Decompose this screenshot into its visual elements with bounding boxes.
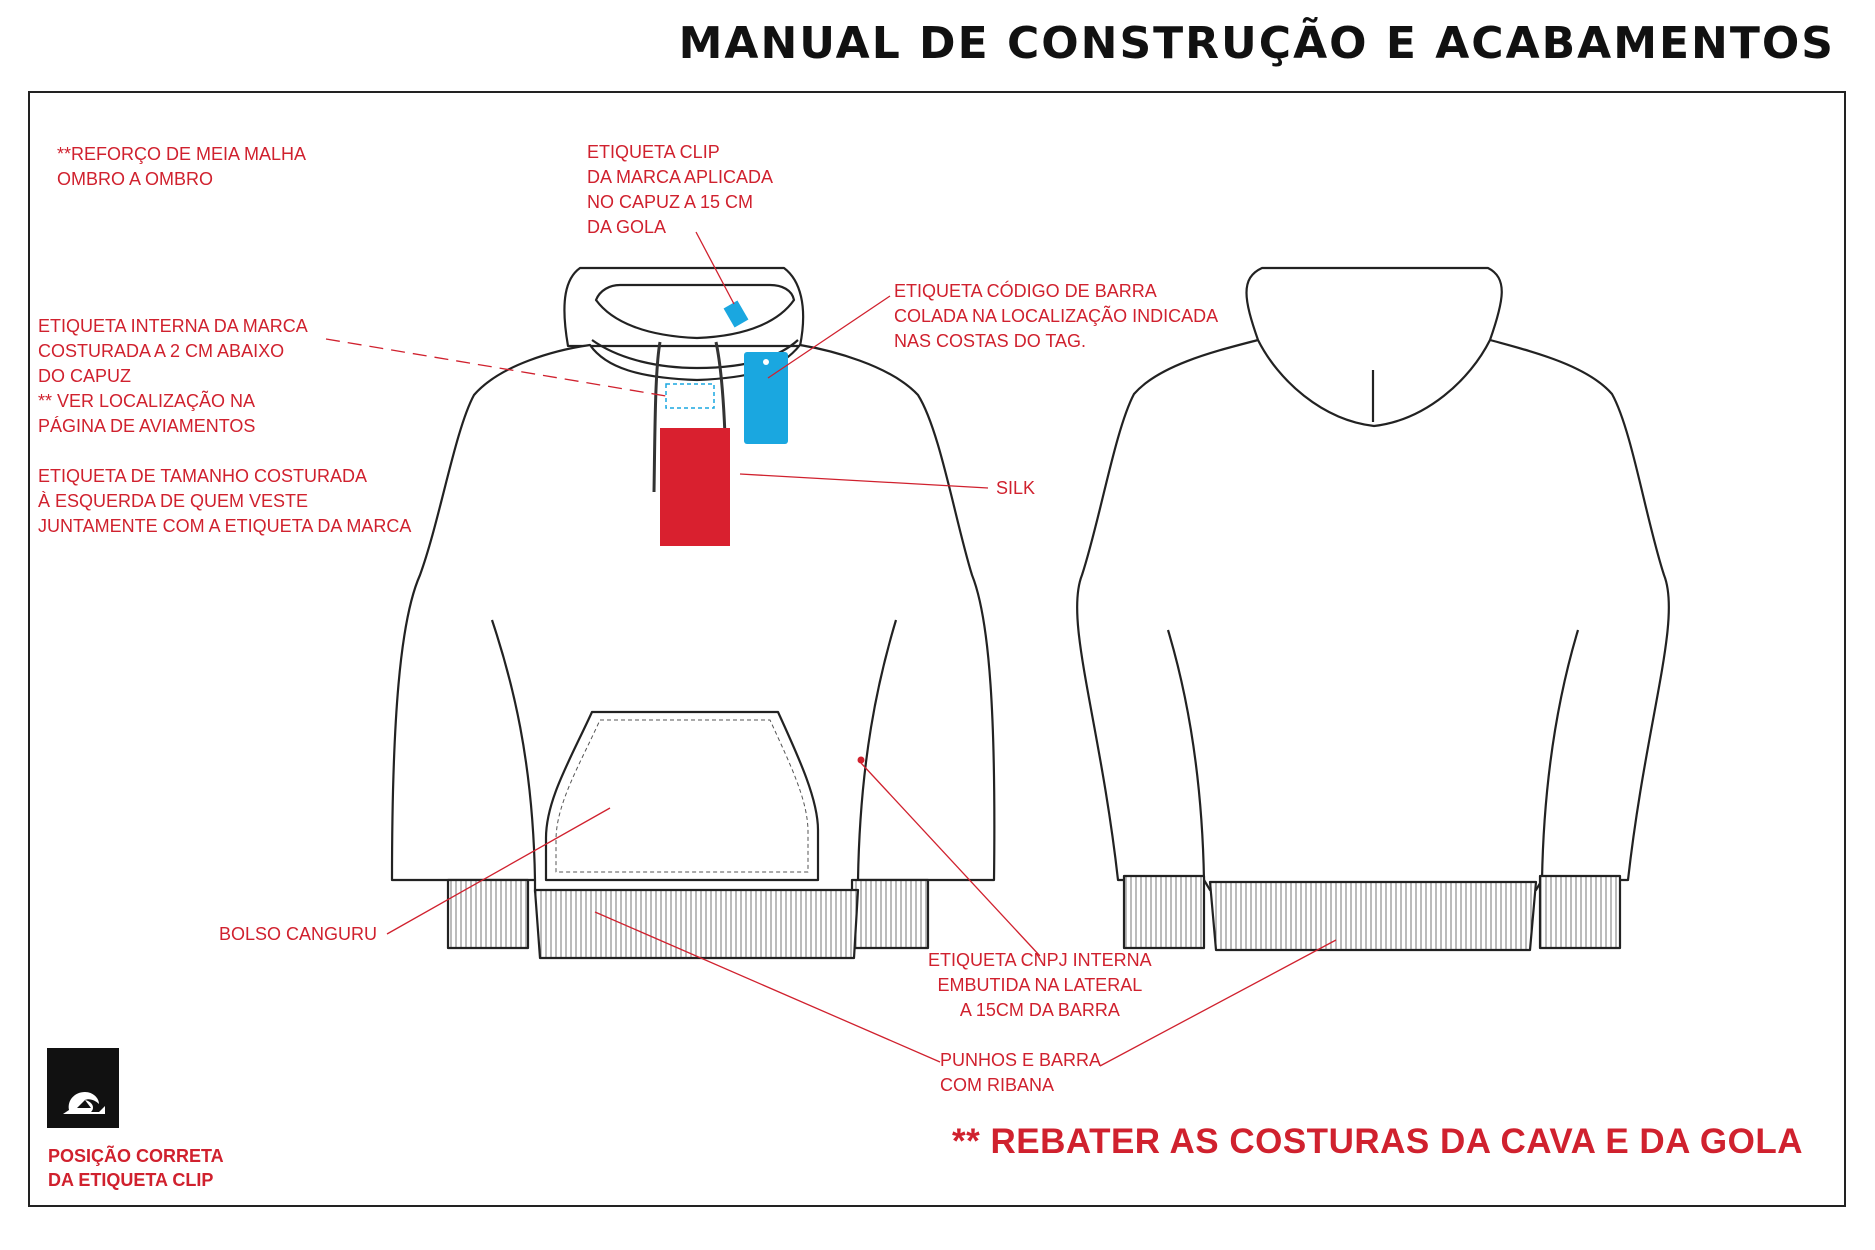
brand-logo bbox=[47, 1048, 119, 1128]
silk-print-area bbox=[660, 428, 730, 546]
back-right-cuff bbox=[1540, 876, 1620, 948]
back-left-cuff bbox=[1124, 876, 1204, 948]
finishing-note: ** REBATER AS COSTURAS DA CAVA E DA GOLA bbox=[952, 1122, 1803, 1161]
hoodie-back bbox=[1077, 268, 1669, 950]
label-etiqueta-codigo-barra: ETIQUETA CÓDIGO DE BARRA COLADA NA LOCALIZAÇÃO INDICADA NAS COSTAS DO TAG. bbox=[894, 281, 1219, 351]
label-etiqueta-tamanho: ETIQUETA DE TAMANHO COSTURADA À ESQUERDA DE QUEM VESTE JUNTAMENTE COM A ETIQUETA DA MARCA bbox=[38, 466, 412, 536]
barcode-tag bbox=[744, 352, 788, 444]
label-silk: SILK bbox=[996, 478, 1036, 498]
page-title: MANUAL DE CONSTRUÇÃO E ACABAMENTOS bbox=[678, 18, 1835, 69]
kangaroo-pocket bbox=[546, 712, 818, 880]
back-hem-rib bbox=[1210, 882, 1536, 950]
front-hem-rib bbox=[535, 890, 858, 958]
label-bolso-canguru: BOLSO CANGURU bbox=[219, 924, 378, 944]
label-etiqueta-clip: ETIQUETA CLIP DA MARCA APLICADA NO CAPUZ A 15 CM DA GOLA bbox=[587, 142, 774, 237]
label-reforco: **REFORÇO DE MEIA MALHA OMBRO A OMBRO bbox=[57, 144, 307, 189]
hoodie-front bbox=[392, 268, 994, 958]
wave-mountain-icon bbox=[47, 1048, 119, 1128]
label-etiqueta-interna: ETIQUETA INTERNA DA MARCA COSTURADA A 2 CM ABAIXO DO CAPUZ ** VER LOCALIZAÇÃO NA PÁGINA DE AVIAMENTOS bbox=[38, 316, 308, 436]
left-cuff bbox=[448, 880, 528, 948]
cnpj-label-marker bbox=[858, 757, 865, 764]
clip-position-caption: POSIÇÃO CORRETA DA ETIQUETA CLIP bbox=[48, 1146, 224, 1190]
right-cuff bbox=[852, 880, 928, 948]
label-etiqueta-cnpj: ETIQUETA CNPJ INTERNA EMBUTIDA NA LATERAL A 15CM DA BARRA bbox=[928, 950, 1152, 1020]
label-punhos-barra: PUNHOS E BARRA COM RIBANA bbox=[940, 1050, 1102, 1095]
